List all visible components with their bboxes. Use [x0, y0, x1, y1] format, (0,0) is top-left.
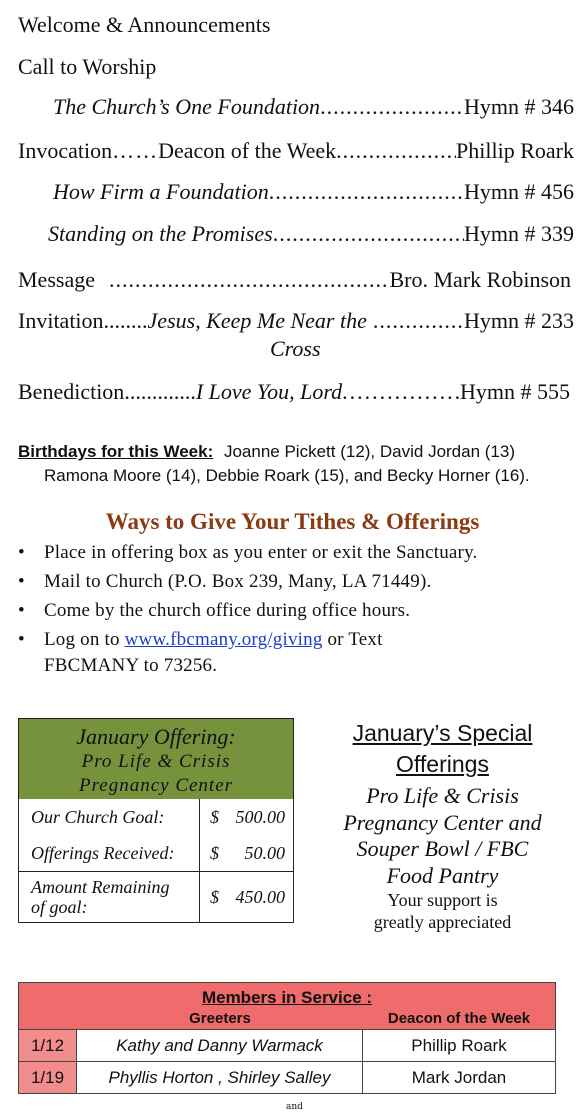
- invitation-label: Invitation: [18, 308, 104, 333]
- offering-subtitle-2: Pregnancy Center: [78, 774, 234, 796]
- table-row: [19, 1029, 555, 1061]
- hymn-row-2: [53, 179, 574, 205]
- hymn-row-3: [48, 221, 574, 247]
- birthdays-section: [18, 440, 578, 488]
- hymn-number: Hymn # 456: [464, 179, 574, 204]
- dot-leader: [320, 94, 464, 120]
- birthdays-heading: Birthdays for this Week:: [18, 442, 214, 461]
- offering-title: January Offering:: [76, 723, 236, 749]
- birthdays-line-2: Ramona Moore (14), Debbie Roark (15), and Becky Horner (16).: [44, 466, 530, 485]
- hymn-title: How Firm a Foundation: [53, 179, 269, 204]
- special-heading-2: Offerings: [396, 751, 489, 777]
- special-offerings: [310, 718, 575, 933]
- message-row: [18, 267, 571, 293]
- special-line: Food Pantry: [386, 862, 499, 888]
- list-item: [18, 598, 578, 624]
- members-title: [19, 983, 555, 1009]
- hymn-number: Hymn # 346: [464, 94, 574, 119]
- welcome-announcements: Welcome & Announcements: [18, 12, 271, 37]
- offering-subtitle-1: Pro Life & Crisis: [81, 750, 231, 772]
- invocation-row: [18, 138, 574, 164]
- row-deacon: Mark Jordan: [363, 1062, 555, 1093]
- hymn-row-1: [53, 94, 574, 120]
- row-label: Our Church Goal:: [19, 799, 200, 835]
- dot-leader: ........: [103, 308, 148, 333]
- members-in-service-table: [18, 982, 556, 1094]
- row-date: 1/12: [19, 1030, 77, 1061]
- col-deacon: Deacon of the Week: [387, 1010, 531, 1027]
- dot-leader: [269, 179, 464, 205]
- dot-leader: [373, 308, 464, 334]
- dot-leader: ……: [112, 138, 159, 163]
- bullet-icon: •: [18, 629, 25, 650]
- special-line: Pro Life & Crisis: [366, 783, 519, 808]
- special-foot-line: Your support is: [387, 890, 498, 910]
- row-currency: $: [210, 806, 219, 827]
- col-greeters: Greeters: [189, 1010, 251, 1027]
- row-label: Offerings Received:: [19, 835, 200, 872]
- list-item: [18, 627, 578, 679]
- message-speaker: Bro. Mark Robinson: [389, 267, 571, 292]
- bullet-icon: •: [18, 542, 25, 563]
- benediction-hymn-number: Hymn # 555: [460, 379, 570, 404]
- dot-leader: [109, 267, 390, 293]
- members-columns: [19, 1009, 555, 1029]
- benediction-hymn-title: I Love You, Lord: [195, 379, 343, 404]
- special-heading-1: January’s Special: [352, 720, 533, 746]
- special-footer: [310, 889, 575, 933]
- row-label-line-2: of goal:: [31, 897, 88, 917]
- benediction-label: Benediction: [18, 379, 125, 404]
- special-foot-line: greatly appreciated: [373, 912, 512, 932]
- call-to-worship: Call to Worship: [18, 54, 157, 79]
- list-item: [18, 540, 578, 566]
- ways-to-give-list: [18, 540, 578, 679]
- benediction-row: [18, 379, 570, 405]
- row-currency: $: [210, 842, 219, 863]
- hymn-title: Standing on the Promises: [48, 221, 273, 246]
- row-amount: 450.00: [228, 872, 294, 923]
- special-body: [310, 783, 575, 889]
- invitation-hymn-title-cont: Cross: [270, 336, 321, 361]
- dot-leader: [336, 138, 456, 164]
- list-item: [18, 569, 578, 595]
- invitation-hymn-title: Jesus, Keep Me Near the: [147, 308, 367, 333]
- bullet-icon: •: [18, 571, 25, 592]
- hymn-number: Hymn # 339: [464, 221, 574, 246]
- dot-leader: [342, 379, 460, 405]
- row-label-line-1: Amount Remaining: [31, 877, 170, 897]
- offering-header: [19, 719, 294, 800]
- row-amount: 500.00: [235, 806, 285, 827]
- list-item-text: Place in offering box as you enter or exit the Sanctuary.: [44, 542, 478, 563]
- birthdays-line-1: Joanne Pickett (12), David Jordan (13): [223, 442, 516, 461]
- row-label: [19, 872, 200, 923]
- row-currency: $: [200, 872, 229, 923]
- col-date: [19, 1009, 77, 1029]
- list-item-text: Mail to Church (P.O. Box 239, Many, LA 71449).: [44, 571, 432, 592]
- row-date: 1/19: [19, 1062, 77, 1093]
- row-greeters: Phyllis Horton , Shirley Salley: [77, 1062, 363, 1093]
- invocation-role: Deacon of the Week: [158, 138, 337, 163]
- ways-to-give-title: Ways to Give Your Tithes & Offerings: [105, 509, 480, 534]
- january-offering-table: [18, 718, 294, 923]
- row-deacon: Phillip Roark: [363, 1030, 555, 1061]
- special-line: Souper Bowl / FBC: [356, 836, 529, 861]
- table-row: [19, 835, 294, 872]
- special-line: Pregnancy Center and: [343, 809, 542, 835]
- row-greeters: Kathy and Danny Warmack: [77, 1030, 363, 1061]
- dot-leader: [273, 221, 464, 247]
- dot-leader: .............: [124, 379, 196, 404]
- invitation-row: [18, 308, 574, 334]
- list-item-text: Come by the church office during office hours.: [44, 600, 411, 621]
- invitation-hymn-number: Hymn # 233: [464, 308, 574, 333]
- members-title-text: Members in Service :: [201, 988, 373, 1007]
- text-to-give: FBCMANY to 73256.: [44, 655, 218, 676]
- online-prefix: Log on to: [44, 629, 120, 650]
- table-row: [19, 1061, 555, 1093]
- table-row: [19, 872, 294, 923]
- bullet-icon: •: [18, 600, 25, 621]
- message-label: Message: [18, 267, 95, 292]
- online-suffix: or Text: [327, 629, 383, 650]
- table-row: [19, 799, 294, 835]
- trailing-text: and: [286, 1102, 303, 1112]
- row-amount: 50.00: [244, 842, 285, 863]
- hymn-title: The Church’s One Foundation: [53, 94, 321, 119]
- invocation-name: Phillip Roark: [456, 138, 574, 163]
- giving-link[interactable]: www.fbcmany.org/giving: [124, 629, 323, 650]
- invocation-label: Invocation: [18, 138, 113, 163]
